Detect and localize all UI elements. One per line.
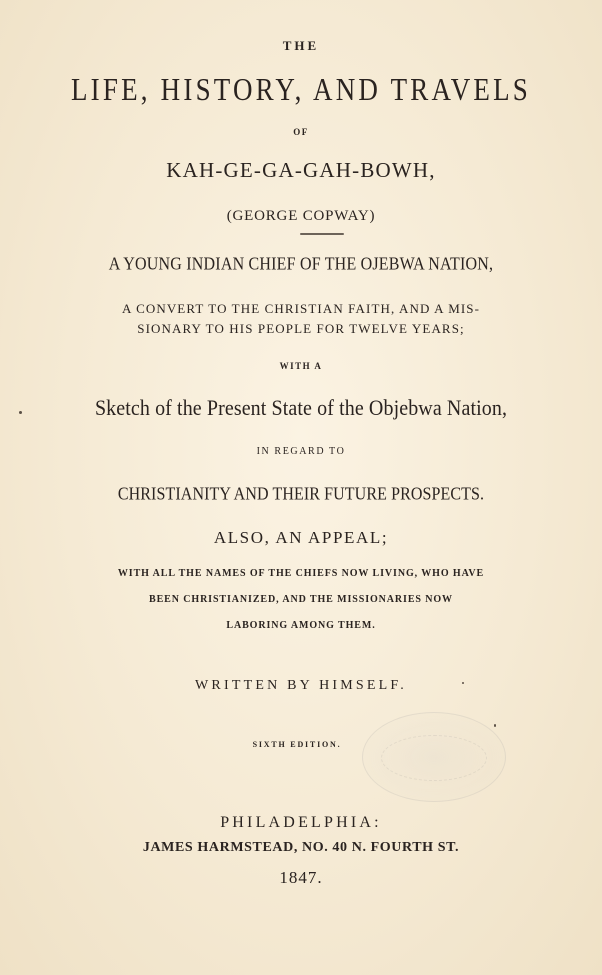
publication-city: PHILADELPHIA: [220,814,382,831]
author-indian-name: KAH-GE-GA-GAH-BOWH, [166,158,436,182]
sketch-subtitle: Sketch of the Present State of the Objebwa Nation, [94,395,508,421]
with-a-label: WITH A [279,361,323,371]
ink-speck [19,411,22,414]
in-regard-to-label: IN REGARD TO [256,446,346,457]
ink-speck [462,682,464,684]
author-english-name: (GEORGE COPWAY) [226,208,376,224]
names-line-3: LABORING AMONG THEM. [226,620,376,631]
author-description: A YOUNG INDIAN CHIEF OF THE OJEBWA NATION, [108,254,494,274]
title-preposition: OF [293,127,309,137]
names-line-2: BEEN CHRISTIANIZED, AND THE MISSIONARIES NOW [149,594,453,605]
ornamental-dash [300,233,344,235]
appeal-line: ALSO, AN APPEAL; [213,528,389,547]
names-line-1: WITH ALL THE NAMES OF THE CHIEFS NOW LIVING, WHO HAVE [117,568,485,579]
convert-line-2: SIONARY TO HIS PEOPLE FOR TWELVE YEARS; [137,321,465,336]
publication-year: 1847. [279,868,323,887]
library-stamp-icon [362,712,506,802]
convert-line-1: A CONVERT TO THE CHRISTIAN FAITH, AND A MIS- [121,301,481,316]
publisher-line: JAMES HARMSTEAD, NO. 40 N. FOURTH ST. [142,840,460,855]
title-article: THE [282,38,320,53]
stamp-inner-ring [381,735,487,781]
ink-speck [494,724,496,727]
written-by-line: WRITTEN BY HIMSELF. [195,678,407,693]
christianity-subtitle: CHRISTIANITY AND THEIR FUTURE PROSPECTS. [117,484,485,504]
edition-label: SIXTH EDITION. [252,740,342,749]
book-title: LIFE, HISTORY, AND TRAVELS [70,71,532,108]
